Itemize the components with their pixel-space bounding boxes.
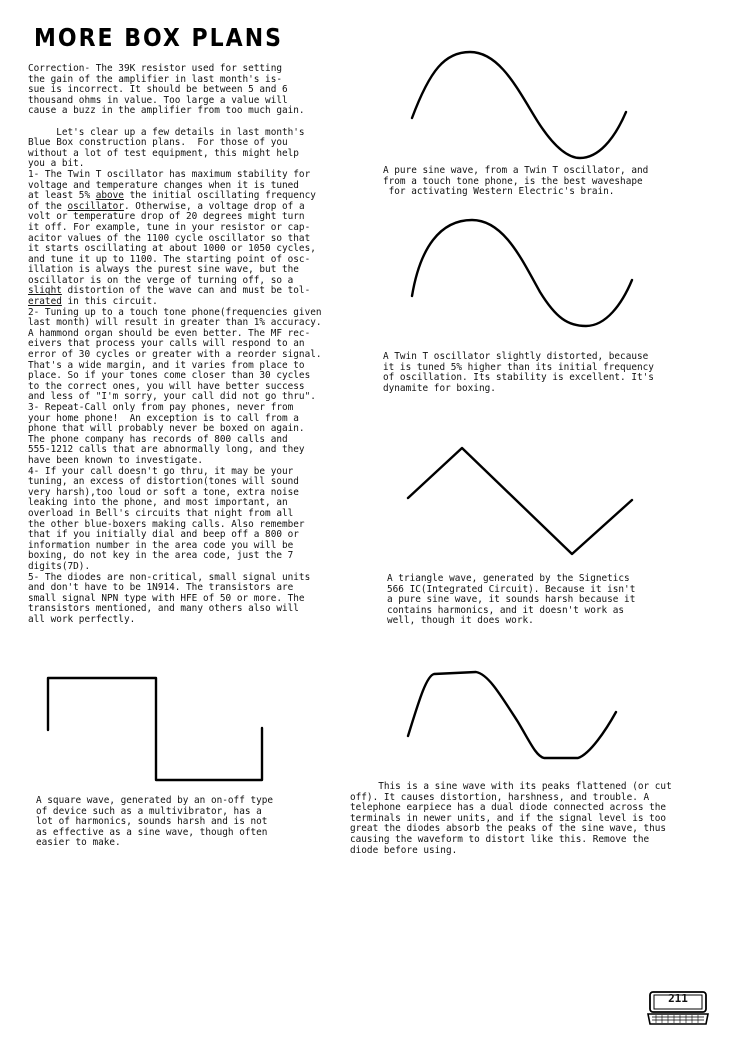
square-wave-caption: A square wave, generated by an on-off type of device such as a multivibrator, has a lot of harmonics, sounds harsh and is not as effective as a sine wave, though often easier to make. <box>36 795 274 849</box>
point-1-slight: slight <box>28 285 62 297</box>
pure-sine-caption: A pure sine wave, from a Twin T oscillator, and from a touch tone phone, is the best waveshape for activating Western Electric's brain. <box>383 165 649 198</box>
point-1-part-b: the initial oscillating frequency of the <box>28 190 316 212</box>
point-1-part-a: 1- The Twin T oscillator has maximum stability for voltage and temperature changes when it is tuned at least 5% <box>28 168 311 202</box>
intro-paragraph: Let's clear up a few details in last month's Blue Box construction plans. For those of you without a lot of test equipment, this might help you a bit. <box>28 126 305 170</box>
point-1-above: above <box>95 190 124 202</box>
correction-paragraph: Correction- The 39K resistor used for setting the gain of the amplifier in last month's is- sue is incorrect. It should be between 5 and 6 thousand ohms in value. Too large a value will cause a buzz in the amplifier from too much gain. <box>28 63 305 117</box>
point-1-part-e: in this circuit. <box>61 296 158 308</box>
point-1-part-c: . Otherwise, a voltage drop of a volt or temperature drop of 20 degrees might turn it off. For example, tune in your resistor or cap- acitor values of the 1100 cycle oscillator so that it starts oscillating at about 1000 or 1050 cycles, and tune it up to 1100. The starting point of osc- illation is always the purest sine wave, but the oscillator is on the verge of turning off, so a <box>28 200 316 286</box>
point-5-paragraph: 5- The diodes are non-critical, small signal units and don't have to be 1N914. The transistors are small signal NPN type with HFE of 50 or more. The transistors mentioned, and many others also will all work perfectly. <box>28 571 311 625</box>
pure-sine-wave-figure <box>400 40 640 170</box>
triangle-caption: A triangle wave, generated by the Signetics 566 IC(Integrated Circuit). Because it isn't a pure sine wave, it sounds harsh because it contains harmonics, and it doesn't work as well, though it does work. <box>387 573 636 627</box>
point-4-paragraph: 4- If your call doesn't go thru, it may be your tuning, an excess of distortion(tones will sound very harsh),too loud or soft a tone, extra noise leaking into the phone, and most important, an overload in Bell's circuits that night from all the other blue-boxers making calls. Also remember that if you initially dial and beep off a 800 or information number in the area code you will be boxing, do not key in the area code, just the 7 digits(7D). <box>28 465 305 572</box>
page-title: MORE BOX PLANS <box>34 24 283 53</box>
point-1-part-d: distortion of the wave can and must be tol- <box>67 285 311 297</box>
point-2-paragraph: 2- Tuning up to a touch tone phone(frequencies given last month) will result in greater than 1% accuracy. A hammond organ should be even better. The MF rec- eivers that process your calls will respond to an error of 30 cycles or greater with a reorder signal. That's a wide margin, and it varies from place to place. So if your tones come closer than 30 cycles to the correct ones, you will have better success and less of "I'm sorry, your call did not go thru". <box>28 306 322 403</box>
square-wave-figure <box>40 670 280 790</box>
distorted-sine-caption: A Twin T oscillator slightly distorted, because it is tuned 5% higher than its initial frequency of oscillation. Its stability is excellent. It's dynamite for boxing. <box>383 351 654 394</box>
triangle-wave-figure <box>400 440 640 560</box>
distorted-sine-wave-figure <box>400 208 640 338</box>
flattened-sine-wave-figure <box>400 664 640 774</box>
page-number: 211 <box>668 992 688 1005</box>
point-1-tolerated: erated <box>28 296 62 308</box>
page-number-badge <box>646 990 710 1028</box>
flattened-sine-caption: This is a sine wave with its peaks flattened (or cut off). It causes distortion, harshness, and trouble. A telephone earpiece has a dual diode connected across the terminals in newer units, and if the signal level is too great the diodes absorb the peaks of the sine wave, thus causing the waveform to distort like this. Remove the diode before using. <box>350 781 672 856</box>
article-body <box>28 64 338 625</box>
point-1-oscillator: oscillator <box>67 200 124 212</box>
point-3-paragraph: 3- Repeat-Call only from pay phones, never from your home phone! An exception is to call from a phone that will probably never be boxed on again. The phone company has records of 800 calls and 555-1212 calls that are abnormally long, and they have been known to investigate. <box>28 402 305 466</box>
